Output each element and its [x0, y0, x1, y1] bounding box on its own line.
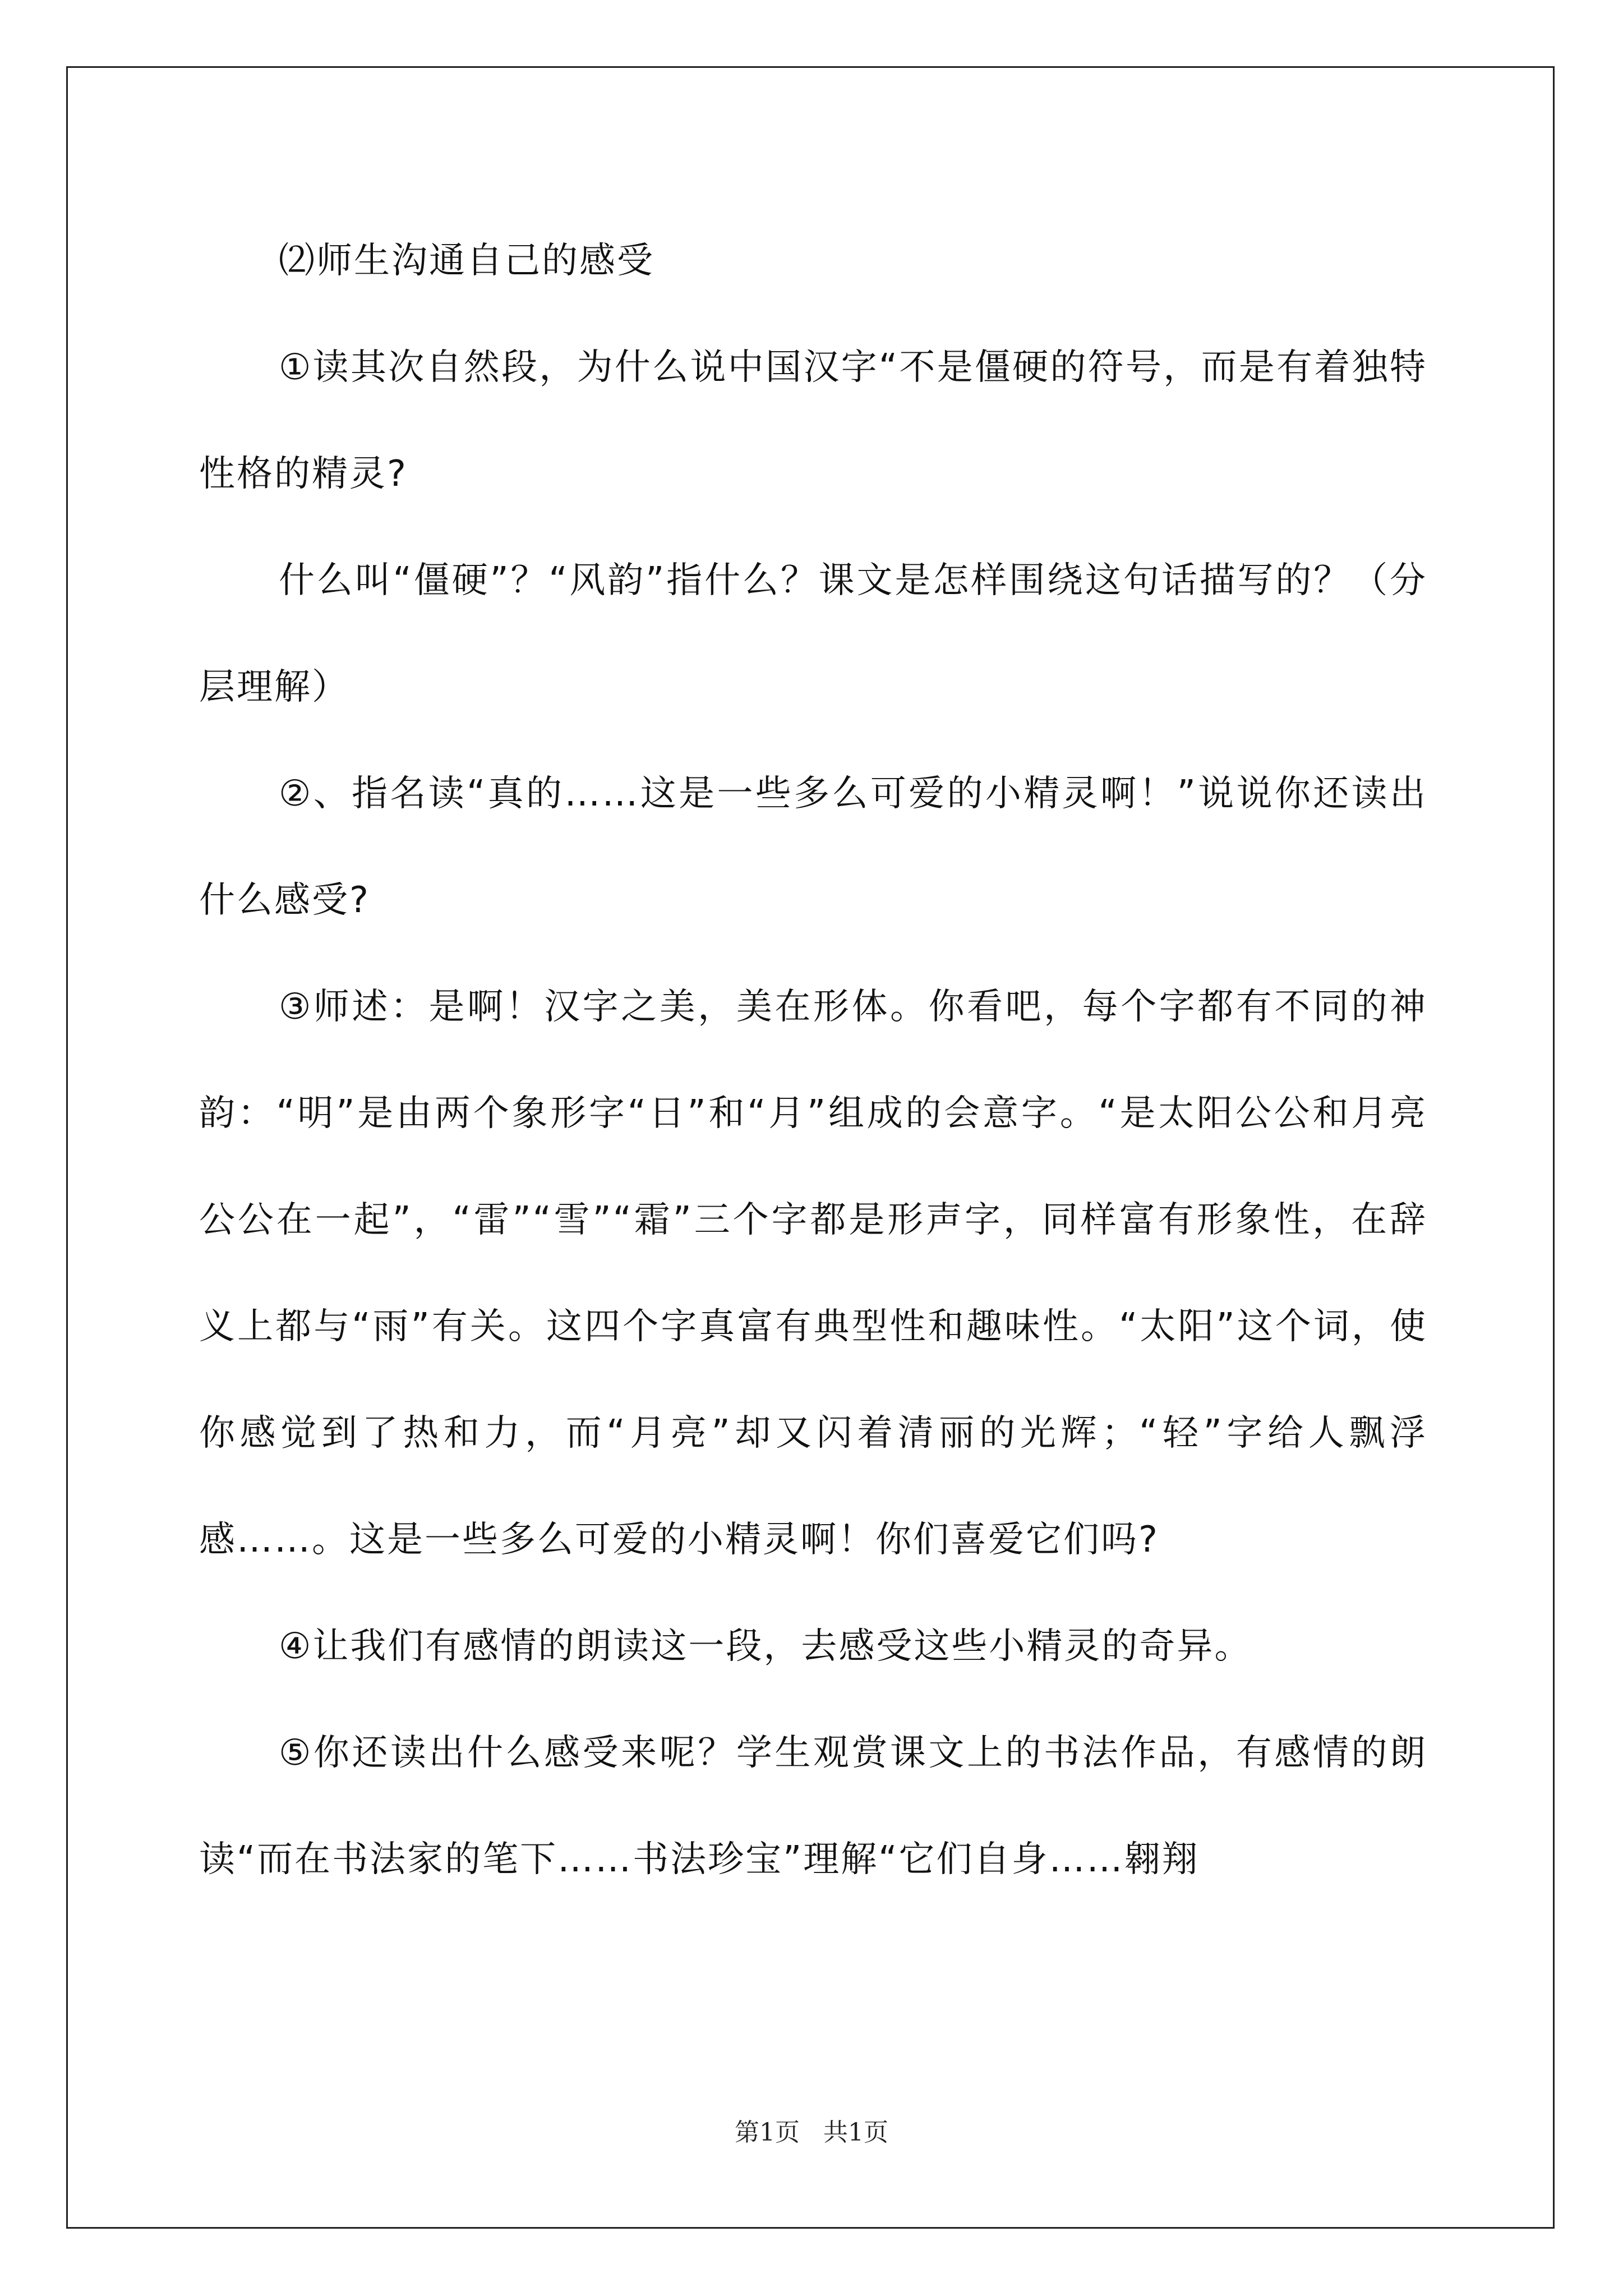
page-footer	[0, 2112, 1623, 2148]
page-total: 共1页	[823, 2118, 888, 2147]
paragraph: ④让我们有感情的朗读这一段，去感受这些小精灵的奇异。	[279, 1626, 1252, 1667]
paragraph: 什么叫“僵硬”？“风韵”指什么？课文是怎样围绕这句话描写的？（分层理解）	[199, 560, 1427, 708]
paragraph: ⑵师生沟通自己的感受	[279, 240, 654, 282]
page-number: 第1页	[735, 2118, 800, 2147]
paragraph: ②、指名读“真的……这是一些多么可爱的小精灵啊！”说说你还读出什么感受?	[199, 773, 1427, 921]
paragraph: ⑤你还读出什么感受来呢？学生观赏课文上的书法作品，有感情的朗读“而在书法家的笔下……书法珍宝”理解“它们自身……翱翔	[199, 1732, 1427, 1880]
paragraph: ①读其次自然段，为什么说中国汉字“不是僵硬的符号，而是有着独特性格的精灵?	[199, 347, 1427, 495]
document-body	[199, 208, 1427, 1913]
paragraph: ③师述：是啊！汉字之美，美在形体。你看吧，每个字都有不同的神韵：“明”是由两个象形字“日”和“月”组成的会意字。“是太阳公公和月亮公公在一起”，“雷”“雪”“霜”三个字都是形声字，同样富有形象性，在辞义上都与“雨”有关。这四个字真富有典型性和趣味性。“太阳”这个词，使你感觉到了热和力，而“月亮”却又闪着清丽的光辉；“轻”字给人飘浮感……。这是一些多么可爱的小精灵啊！你们喜爱它们吗?	[199, 986, 1427, 1561]
